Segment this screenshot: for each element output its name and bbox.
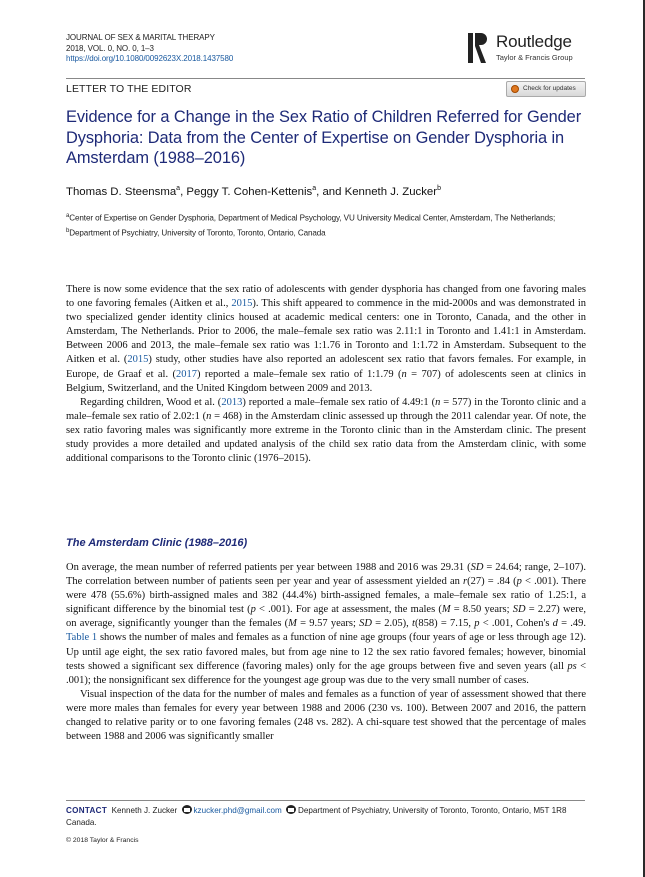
stat-symbol: SD: [359, 618, 372, 630]
text: < .001); the nonsignificant sex difference for the youngest age group was due to the very small number of cases.: [66, 660, 587, 686]
table-link[interactable]: Table 1: [66, 632, 98, 644]
affiliations: [66, 210, 586, 239]
stat-symbol: p: [516, 576, 522, 588]
text: = 9.57 years;: [296, 618, 360, 630]
text: (27) = .84 (: [467, 576, 517, 588]
text: = 2.27) were, on average, significantly younger than the females (: [66, 604, 586, 630]
copyright: © 2018 Taylor & Francis: [66, 837, 139, 844]
text: ) reported a male–female sex ratio of 1:1.79 (: [196, 368, 402, 380]
text: = 468) in the Amsterdam clinic assessed up through the 2011 calendar year. Of note, the sex ratio favoring males was significantly more extreme in the Toronto clinic than in the Amsterdam clinic. The present study provides a more detailed and updated analysis of the child sex ratio data from the Amsterdam clinic, with some additional comparisons to the Toronto clinic (1976–2015).: [66, 410, 586, 465]
journal-name: JOURNAL OF SEX & MARITAL THERAPY: [66, 33, 215, 42]
author-affil-mark: a: [176, 185, 181, 192]
text: ) reported a male–female sex ratio of 4.49:1 (: [242, 396, 436, 408]
affiliation-b: Department of Psychiatry, University of Toronto, Toronto, Ontario, Canada: [69, 228, 326, 238]
stat-symbol: t: [412, 618, 415, 630]
journal-volume: 2018, VOL. 0, NO. 0, 1–3: [66, 43, 154, 53]
article-title: Evidence for a Change in the Sex Ratio of Children Referred for Gender Dysphoria: Data from the Center of Expertise on Gender Dysphoria in Amsterdam (1988–2016): [66, 108, 582, 167]
text: ). This shift appeared to commence in the mid-2000s and was demonstrated in two specialized gender identity clinics housed at academic medical centers: one in Toronto, Canada, and the other in Amsterdam, The Netherlands. Prior to 2006, the male–female sex ratio was 2.11:1 in Toronto and 1.41:1 in Amsterdam. Between 2006 and 2013, the male–female sex ratio was 1:1.76 in Toronto and 1:1.72 in Amsterdam. Subsequent to the Aitken et al. (: [66, 298, 587, 366]
stat-symbol: p: [474, 618, 480, 630]
text: = 577) in the Toronto clinic and a male–female sex ratio of 2.02:1 (: [66, 396, 586, 422]
stat-symbol: M: [441, 604, 451, 616]
text: There is now some evidence that the sex ratio of adolescents with gender dysphoria has changed from one favoring males to one favoring females (Aitken et al.,: [66, 284, 586, 310]
text: ) study, other studies have also reported an adolescent sex ratio that favors females. For example, in Europe, de Graaf et al. (: [66, 354, 586, 380]
author-name[interactable]: Thomas D. Steensma: [66, 185, 177, 198]
contact-name: Kenneth J. Zucker: [111, 806, 178, 815]
stat-symbol: SD: [470, 562, 484, 573]
check-updates-button[interactable]: [506, 81, 586, 97]
text: On average, the mean number of referred patients per year between 1988 and 2016 was 29.31 (: [66, 562, 471, 573]
stat-symbol: d: [552, 618, 558, 630]
author-affil-mark: a: [312, 185, 317, 192]
author-affil-mark: b: [437, 185, 441, 192]
footer-divider: [66, 800, 585, 801]
intro-body: [66, 283, 586, 466]
paragraph: [66, 561, 586, 688]
header-divider: [66, 78, 585, 79]
stat-symbol: p: [250, 604, 256, 616]
stat-symbol: n: [401, 368, 407, 380]
update-badge-icon: [511, 85, 519, 93]
contact-label: CONTACT: [66, 806, 108, 815]
text: Regarding children, Wood et al. (: [80, 396, 222, 408]
publisher-subtitle: Taylor & Francis Group: [496, 53, 573, 62]
author-separator: , and: [316, 185, 345, 198]
text: < .001). There were 478 (55.6%) birth-assigned males and 382 (44.4%) birth-assigned females, a male–female sex ratio of 1.25:1, a significant difference by the binomial test (: [66, 576, 587, 616]
contact-email[interactable]: kzucker.phd@gmail.com: [193, 806, 282, 815]
stat-symbol: ps: [567, 660, 577, 672]
text: < .001). For age at assessment, the males (: [255, 604, 442, 616]
routledge-mark-icon: [468, 31, 488, 65]
stat-symbol: n: [206, 410, 212, 422]
contact-info: [66, 805, 591, 828]
amsterdam-body: [66, 561, 586, 744]
stat-symbol: n: [435, 396, 441, 408]
affiliation-a: Center of Expertise on Gender Dysphoria, Department of Medical Psychology, VU University Medical Center, Amsterdam, The Netherlands;: [69, 213, 556, 223]
author-name[interactable]: Kenneth J. Zucker: [344, 185, 438, 198]
text: = .49.: [557, 618, 586, 630]
paragraph: [66, 283, 586, 396]
publisher-name: Routledge: [496, 32, 572, 51]
stat-symbol: M: [288, 618, 297, 630]
affil-mark: a: [66, 213, 70, 219]
text: < .001, Cohen's: [479, 618, 553, 630]
stat-symbol: SD: [512, 604, 526, 616]
text: shows the number of males and females as a function of nine age groups (four years of age or less through age 12). Up until age eight, the sex ratio favored males, but from age nine to 12 the sex ratio favored females; however, binomial tests showed a significant sex difference (favoring males) only for the age groups between five and seven years (all: [66, 632, 586, 672]
text: = 8.50 years;: [450, 604, 513, 616]
journal-info: [66, 33, 233, 65]
stat-symbol: r: [463, 576, 468, 588]
author-name[interactable]: Peggy T. Cohen-Kettenis: [186, 185, 313, 198]
check-updates-label: Check for updates: [523, 85, 576, 92]
affil-mark: b: [66, 227, 70, 234]
email-icon: [182, 805, 192, 814]
author-list: Thomas D. Steensma$^a$, Peggy T. Cohen-Kettenis$^a$, and Kenneth J. Zucker$^b$: [66, 185, 441, 198]
text: = 707) of adolescents seen at clinics in Belgium, Switzerland, and the United Kingdom between 2009 and 2013.: [66, 368, 586, 394]
contact-address: Department of Psychiatry, University of Toronto, Toronto, Ontario, M5T 1R8 Canada.: [66, 806, 567, 827]
text: = 2.05),: [371, 618, 413, 630]
citation-link[interactable]: 2015: [127, 354, 149, 366]
doi-link[interactable]: https://doi.org/10.1080/0092623X.2018.1437580: [66, 54, 234, 63]
section-heading: The Amsterdam Clinic (1988–2016): [66, 537, 248, 549]
address-icon: [286, 805, 296, 814]
section-label: LETTER TO THE EDITOR: [66, 83, 192, 95]
citation-link[interactable]: 2015: [231, 298, 253, 310]
publisher-logo[interactable]: [468, 31, 588, 65]
citation-link[interactable]: 2017: [175, 368, 197, 380]
paragraph: Visual inspection of the data for the number of males and females as a function of year of assessment showed that there were more males than females for every year between 1988 and 2006 (230 vs. 100). Between 2007 and 2016, the pattern changed to relative parity or to one favoring females (248 vs. 282). A chi-square test showed that the percentage of males between 1988 and 2006 was significantly smaller: [66, 688, 586, 743]
paragraph: [66, 396, 586, 466]
citation-link[interactable]: 2013: [221, 396, 243, 408]
text: = 24.64; range, 2–107). The correlation between number of patients seen per year and year of assessment yielded an: [66, 562, 586, 588]
text: (858) = 7.15,: [414, 618, 475, 630]
